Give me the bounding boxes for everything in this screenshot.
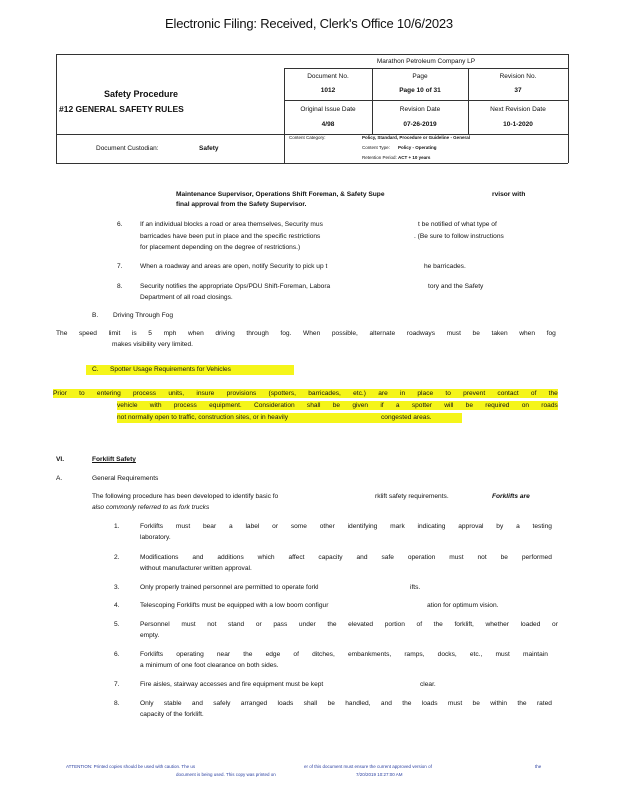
word: and: [356, 554, 368, 561]
word: given: [352, 402, 369, 409]
text-line: ation for optimum vision.: [427, 602, 499, 609]
item-number: 6.: [117, 221, 123, 228]
item-number: 8.: [114, 700, 120, 707]
text-line: a minimum of one foot clearance on both sides.: [140, 662, 279, 669]
word: provisions: [226, 390, 257, 397]
footer-attention: ATTENTION: Printed copies should be used with caution. The us: [66, 764, 196, 769]
word: docks,: [437, 651, 457, 658]
text-line: not normally open to traffic, construction sites, or in heavily: [117, 414, 289, 421]
word: on: [521, 402, 530, 409]
word: with: [149, 402, 162, 409]
word: process: [173, 402, 197, 409]
header-left-border: [56, 54, 57, 163]
word: must: [446, 330, 461, 337]
revision-date-label: Revision Date: [399, 106, 441, 113]
section-letter: B.: [92, 312, 99, 319]
footer-attention-end: the: [535, 764, 542, 769]
word: of: [530, 390, 537, 397]
word: operating: [176, 651, 204, 658]
item-number: 7.: [114, 681, 120, 688]
word: place: [417, 390, 434, 397]
word: fog: [546, 330, 556, 337]
word: operation: [407, 554, 436, 561]
word: indicating: [417, 523, 446, 530]
word: be: [465, 402, 473, 409]
footer-printed-on: document is being used. This copy was printed on: [176, 772, 276, 777]
highlighted-line: [117, 413, 462, 423]
text-line: laboratory.: [140, 534, 171, 541]
word: rated: [536, 700, 552, 707]
word: the: [243, 651, 253, 658]
justified-line: [140, 650, 548, 659]
section-heading: Spotter Usage Requirements for Vehicles: [110, 366, 231, 373]
word: when: [188, 330, 204, 337]
content-type-value: Policy - Operating: [398, 145, 437, 150]
section-heading: Driving Through Fog: [113, 312, 173, 319]
word: are: [378, 390, 388, 397]
word: fog.: [280, 330, 292, 337]
footer-print-date: 7/20/2019 10:27:00 AM: [356, 772, 403, 777]
justified-line: [53, 389, 558, 398]
word: barricades,: [308, 390, 341, 397]
word: Forklifts: [140, 523, 164, 530]
word: within: [490, 700, 508, 707]
text-line: congested areas.: [381, 414, 432, 421]
word: forklift,: [454, 621, 474, 628]
word: other: [319, 523, 335, 530]
word: prevent: [463, 390, 486, 397]
word: ditches,: [312, 651, 335, 658]
section-heading: Forklift Safety: [92, 456, 136, 463]
header-right-border: [568, 54, 569, 163]
text-line: empty.: [140, 632, 160, 639]
word: not: [477, 554, 487, 561]
word: the: [327, 621, 337, 628]
word: near: [216, 651, 231, 658]
word: The: [56, 330, 68, 337]
text-line: The following procedure has been developed to identify basic fo: [92, 493, 279, 500]
text-line: clear.: [420, 681, 436, 688]
word: under: [298, 621, 316, 628]
word: affect: [288, 554, 305, 561]
word: elevated: [348, 621, 374, 628]
word: capacity: [318, 554, 343, 561]
word: must: [447, 700, 463, 707]
word: will: [444, 402, 454, 409]
page-label: Page: [412, 73, 428, 80]
word: 5: [148, 330, 152, 337]
word: arranged: [240, 700, 268, 707]
word: units,: [168, 390, 185, 397]
word: shall: [303, 700, 318, 707]
procedure-title: Safety Procedure: [104, 89, 179, 99]
header-company-line: [284, 68, 568, 69]
word: pass: [273, 621, 288, 628]
filing-stamp: Electronic Filing: Received, Clerk's Office 10/6/2023: [165, 16, 453, 31]
word: through: [246, 330, 269, 337]
word: be: [472, 700, 480, 707]
justified-line: [140, 522, 552, 531]
word: or: [255, 621, 262, 628]
content-type-label: Content Type:: [362, 145, 390, 150]
text-line: When a roadway and areas are open, notify Security to pick up t: [140, 263, 328, 270]
word: loads: [421, 700, 438, 707]
section-letter: C.: [92, 366, 99, 373]
section-letter: A.: [56, 475, 63, 482]
word: to: [79, 390, 85, 397]
word: contact: [497, 390, 519, 397]
text-line: makes visibility very limited.: [112, 341, 193, 348]
word: the: [433, 621, 443, 628]
word: required: [485, 402, 510, 409]
section-number: VI.: [56, 456, 65, 463]
text-line: Maintenance Supervisor, Operations Shift Foreman, & Safety Supe: [176, 191, 385, 198]
text-line: Department of all road closings.: [140, 294, 233, 301]
word: ramps,: [404, 651, 425, 658]
next-revision-value: 10-1-2020: [503, 121, 533, 128]
original-issue-label: Original Issue Date: [300, 106, 356, 113]
text-line: Security notifies the appropriate Ops/PDU Shift-Foreman, Labora: [140, 283, 331, 290]
justified-line: [140, 553, 552, 562]
word: must: [175, 523, 191, 530]
word: etc.,: [469, 651, 483, 658]
word: safe: [381, 554, 394, 561]
word: label: [245, 523, 260, 530]
word: or: [272, 523, 279, 530]
word: portion: [384, 621, 405, 628]
retention-value: ACT + 10 years: [398, 155, 431, 160]
word: mph: [163, 330, 177, 337]
word: possible,: [331, 330, 358, 337]
word: a: [228, 523, 233, 530]
word: must: [181, 621, 196, 628]
document-no-label: Document No.: [307, 73, 349, 80]
word: mark: [390, 523, 405, 530]
retention-label: Retention Period:: [362, 155, 397, 160]
custodian-value: Safety: [199, 145, 219, 152]
text-line: without manufacturer written approval.: [140, 565, 252, 572]
header-top-line: [56, 54, 568, 55]
highlighted-heading: [86, 365, 294, 375]
word: Modifications: [140, 554, 179, 561]
header-bottom-line: [56, 163, 568, 164]
word: whether: [485, 621, 509, 628]
text-line: Only properly trained personnel are permitted to operate forkl: [140, 584, 319, 591]
item-number: 3.: [114, 584, 120, 591]
word: embankments,: [347, 651, 392, 658]
word: handled,: [345, 700, 371, 707]
word: limit: [108, 330, 121, 337]
procedure-subtitle: #12 GENERAL SAFETY RULES: [59, 104, 184, 114]
word: shall: [306, 402, 321, 409]
word: in: [400, 390, 406, 397]
word: taken: [491, 330, 508, 337]
content-category-label: Content Category:: [289, 135, 326, 140]
word: safely: [213, 700, 231, 707]
text-line: Fire aisles, stairway accesses and fire equipment must be kept: [140, 681, 324, 688]
word: edge: [265, 651, 281, 658]
word: alternate: [369, 330, 396, 337]
text-line: If an individual blocks a road or area themselves, Security mus: [140, 221, 323, 228]
justified-line: [140, 699, 552, 708]
word: a: [395, 402, 400, 409]
footer-attention-cont: er of this document must ensure the current approved version of: [304, 764, 432, 769]
page-value: Page 10 of 31: [399, 87, 441, 94]
word: must: [449, 554, 464, 561]
text-line: capacity of the forklift.: [140, 711, 204, 718]
text-line: Telescoping Forklifts must be equipped with a low boom configur: [140, 602, 329, 609]
word: approval: [458, 523, 484, 530]
justified-line: [56, 329, 556, 338]
word: identifying: [347, 523, 378, 530]
word: performed: [521, 554, 552, 561]
item-number: 6.: [114, 651, 120, 658]
header-divider-1: [284, 68, 285, 163]
text-line: tory and the Safety: [428, 283, 484, 290]
revision-no-label: Revision No.: [499, 73, 537, 80]
word: vehicle: [117, 402, 138, 409]
text-line: ifts.: [410, 584, 421, 591]
text-line: barricades have been put in place and the specific restrictions: [140, 233, 321, 240]
word: be: [332, 402, 341, 409]
word: roadways: [406, 330, 436, 337]
word: Prior: [53, 390, 67, 397]
word: spotter: [411, 402, 432, 409]
company-name: Marathon Petroleum Company LP: [376, 58, 476, 65]
word: the: [517, 700, 527, 707]
word: Consideration: [253, 402, 295, 409]
word: by: [496, 523, 504, 530]
text-line: also commonly referred to as fork trucks: [92, 504, 210, 511]
word: and: [380, 700, 392, 707]
word: process: [133, 390, 157, 397]
word: if: [380, 402, 384, 409]
word: stand: [228, 621, 245, 628]
word: of: [416, 621, 423, 628]
item-number: 1.: [114, 523, 120, 530]
word: roads: [541, 402, 558, 409]
word: etc.): [353, 390, 366, 397]
word: be: [472, 330, 480, 337]
text-line: final approval from the Safety Supervisor.: [176, 201, 307, 208]
word: the: [402, 700, 412, 707]
revision-date-value: 07-26-2019: [403, 121, 437, 128]
word: loads: [277, 700, 294, 707]
word: be: [500, 554, 508, 561]
word: equipment.: [209, 402, 242, 409]
document-no-value: 1012: [320, 87, 336, 94]
revision-no-value: 37: [514, 87, 522, 94]
word: speed: [78, 330, 97, 337]
item-number: 5.: [114, 621, 120, 628]
word: testing: [532, 523, 552, 530]
text-line: . (Be sure to follow instructions: [414, 233, 504, 240]
word: maintain: [522, 651, 548, 658]
text-line: t be notified of what type of: [418, 221, 497, 228]
word: to: [445, 390, 451, 397]
word: driving: [215, 330, 235, 337]
justified-line: [117, 401, 558, 410]
word: of: [293, 651, 299, 658]
content-category-value: Policy, Standard, Procedure or Guideline - General: [362, 135, 470, 140]
custodian-label: Document Custodian:: [96, 145, 159, 152]
justified-line: [140, 620, 558, 629]
text-line: Forklifts are: [492, 493, 530, 500]
word: which: [257, 554, 275, 561]
item-number: 8.: [117, 283, 123, 290]
next-revision-label: Next Revision Date: [490, 106, 546, 113]
word: must: [495, 651, 510, 658]
word: additions: [217, 554, 244, 561]
word: or: [552, 621, 558, 628]
item-number: 7.: [117, 263, 123, 270]
word: and: [191, 700, 203, 707]
section-heading: General Requirements: [92, 475, 159, 482]
word: Personnel: [140, 621, 170, 628]
word: be: [327, 700, 335, 707]
item-number: 2.: [114, 554, 120, 561]
word: the: [548, 390, 558, 397]
header-mid-line: [284, 100, 568, 101]
word: When: [303, 330, 321, 337]
word: Only: [140, 700, 154, 707]
word: insure: [196, 390, 215, 397]
text-line: rklift safety requirements.: [375, 493, 449, 500]
word: and: [192, 554, 204, 561]
original-issue-value: 4/98: [321, 121, 335, 128]
word: is: [131, 330, 137, 337]
word: stable: [163, 700, 182, 707]
word: not: [207, 621, 217, 628]
word: a: [516, 523, 520, 530]
item-number: 4.: [114, 602, 120, 609]
word: loaded: [520, 621, 541, 628]
word: when: [519, 330, 535, 337]
text-line: for placement depending on the degree of restrictions.): [140, 244, 301, 251]
word: Forklifts: [140, 651, 164, 658]
word: entering: [96, 390, 121, 397]
text-line: he barricades.: [424, 263, 466, 270]
word: bear: [202, 523, 217, 530]
word: some: [290, 523, 307, 530]
word: (spotters,: [268, 390, 297, 397]
text-line: rvisor with: [492, 191, 526, 198]
